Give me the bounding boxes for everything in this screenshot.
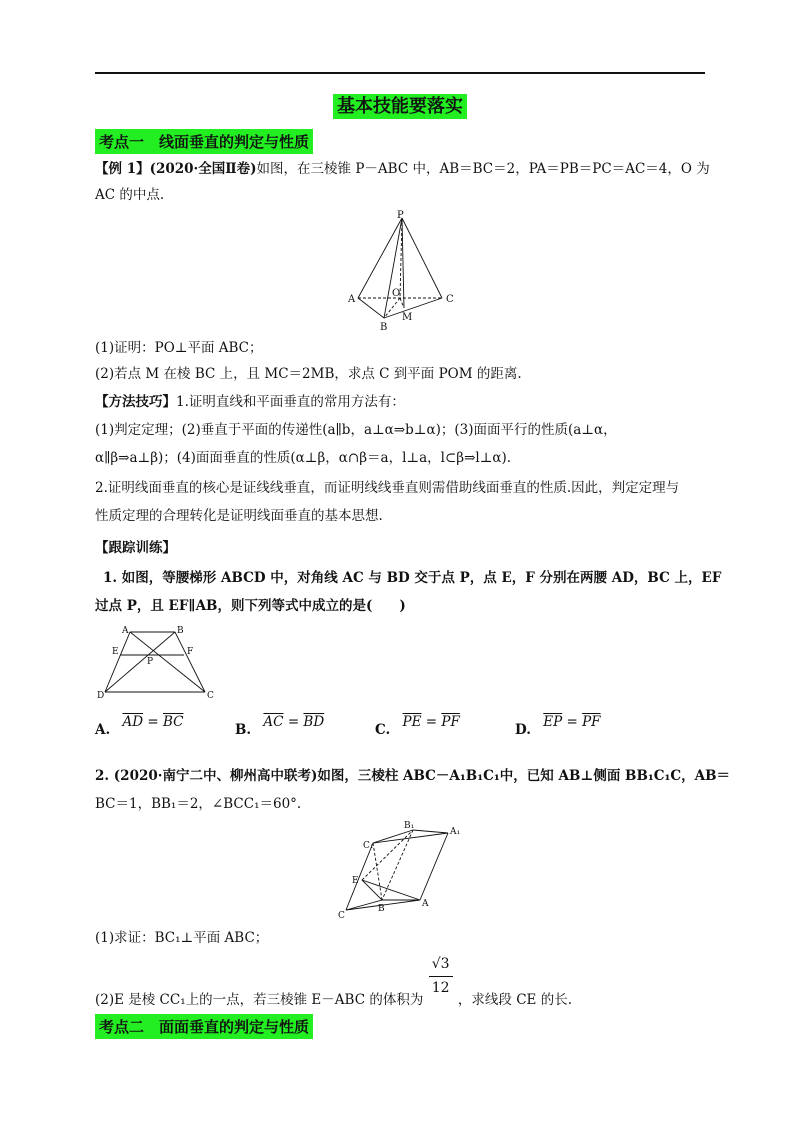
segment-EA xyxy=(362,880,420,900)
edge-PC xyxy=(402,218,442,298)
option-d-eq: = xyxy=(566,714,578,730)
label-C: C xyxy=(338,911,345,920)
section-heading-2: 考点二 面面垂直的判定与性质 xyxy=(95,1014,313,1039)
method-line4: 2.证明线面垂直的核心是证线线垂直，而证明线线垂直则需借助线面垂直的性质.因此，判定定理与 xyxy=(95,480,680,496)
label-E: E xyxy=(112,647,119,657)
option-a-eq: = xyxy=(147,714,159,730)
example1-stem-1: 如图，在三棱锥 P－ABC 中，AB＝BC＝2，PA＝PB＝PC＝AC＝4，O 为 xyxy=(256,161,710,177)
option-d-right: $\overline{PF}$ xyxy=(582,714,601,730)
edge-BC xyxy=(384,298,442,318)
label-P: P xyxy=(397,210,404,221)
page-title-wrap xyxy=(0,92,800,118)
label-B: B xyxy=(380,322,388,332)
top-rule xyxy=(95,72,705,74)
option-c-right: $\overline{PF}$ xyxy=(441,714,460,730)
option-b-label: B. xyxy=(235,722,252,738)
label-A: A xyxy=(122,626,129,636)
segment-EB1 xyxy=(362,830,413,880)
option-b-right: $\overline{BD}$ xyxy=(303,714,325,730)
example1-line2: AC 的中点. xyxy=(95,187,165,203)
example1-q2: (2)若点 M 在棱 BC 上，且 MC＝2MB，求点 C 到平面 POM 的距离. xyxy=(95,366,522,382)
practice-tag: 【跟踪训练】 xyxy=(95,540,176,556)
fraction-numerator: √3 xyxy=(431,956,450,972)
edge-C1C xyxy=(346,843,373,910)
problem1-line2: 过点 P，且 EF∥AB，则下列等式中成立的是( ) xyxy=(95,598,406,614)
prism-figure xyxy=(338,818,468,920)
example1-line1 xyxy=(95,159,710,179)
option-c-eq: = xyxy=(425,714,438,730)
problem2-text-1: 2. (2020·南宁二中、柳州高中联考)如图，三棱柱 ABC－A₁B₁C₁中，已知 AB⊥侧面 BB₁C₁C，AB＝ xyxy=(95,768,731,784)
edge-PB xyxy=(384,218,402,318)
label-B: B xyxy=(378,904,385,914)
tetrahedron-figure xyxy=(340,210,470,332)
side-BC xyxy=(175,632,205,692)
option-c[interactable] xyxy=(375,714,460,738)
problem2-line2: BC＝1，BB₁＝2，∠BCC₁＝60°. xyxy=(95,796,302,812)
edge-PA xyxy=(358,218,402,298)
label-D: D xyxy=(97,691,105,699)
edge-B1B xyxy=(382,830,413,900)
label-E: E xyxy=(352,876,359,886)
label-P: P xyxy=(147,657,154,667)
label-F: F xyxy=(187,647,194,657)
label-A1: A₁ xyxy=(450,827,461,837)
method-line5: 性质定理的合理转化是证明线面垂直的基本思想. xyxy=(95,508,383,524)
option-d-left: $\overline{EP}$ xyxy=(543,714,563,730)
method-text-1: 1.证明直线和平面垂直的常用方法有： xyxy=(176,394,405,410)
edge-C1A1 xyxy=(373,833,448,843)
side-AD xyxy=(105,632,130,692)
problem2-line1 xyxy=(95,766,730,786)
edge-A1A xyxy=(420,833,448,900)
segment-PO xyxy=(400,218,402,298)
option-b-left: $\overline{AC}$ xyxy=(263,714,284,730)
problem2-q2-text-b: ，求线段 CE 的长. xyxy=(457,992,572,1008)
label-M: M xyxy=(402,312,413,323)
fraction-denominator: 12 xyxy=(431,980,450,996)
diagonal-AC xyxy=(130,632,205,692)
option-b[interactable] xyxy=(235,714,325,738)
edge-CB xyxy=(346,900,382,910)
option-a[interactable] xyxy=(95,714,184,738)
method-line3: α∥β⇒a⊥β)；(4)面面垂直的性质(α⊥β，α∩β＝a，l⊥a，l⊂β⇒l⊥α). xyxy=(95,450,512,466)
label-B: B xyxy=(177,626,184,636)
option-c-left: $\overline{PE}$ xyxy=(402,714,422,730)
diagonal-BD xyxy=(105,632,175,692)
label-C: C xyxy=(446,294,454,305)
option-a-left: $\overline{AD}$ xyxy=(122,714,144,730)
option-d[interactable] xyxy=(515,714,601,738)
edge-B1A1 xyxy=(413,830,448,833)
edge-AB xyxy=(358,298,384,318)
problem2-q1: (1)求证：BC₁⊥平面 ABC； xyxy=(95,930,269,946)
label-C1: C₁ xyxy=(363,841,374,851)
segment-C1B xyxy=(373,843,382,900)
option-a-label: A. xyxy=(95,722,111,738)
page-title: 基本技能要落实 xyxy=(333,94,467,119)
example1-source: (2020·全国Ⅱ卷) xyxy=(149,161,257,177)
method-line1 xyxy=(95,392,405,412)
label-B1: B₁ xyxy=(404,821,415,831)
fraction-bar xyxy=(429,976,453,977)
option-b-eq: = xyxy=(287,714,300,730)
option-d-label: D. xyxy=(515,722,531,738)
option-a-right: $\overline{BC}$ xyxy=(162,714,184,730)
label-A: A xyxy=(348,294,356,305)
option-c-label: C. xyxy=(375,722,391,738)
method-tag: 【方法技巧】 xyxy=(95,394,176,410)
label-C: C xyxy=(207,691,214,699)
problem2-q2-text-a: (2)E 是棱 CC₁上的一点，若三棱锥 E－ABC 的体积为 xyxy=(95,992,424,1008)
trapezoid-figure xyxy=(95,624,220,699)
edge-PM xyxy=(402,218,404,308)
problem1-line1: 1. 如图，等腰梯形 ABCD 中，对角线 AC 与 BD 交于点 P，点 E，F 分别在两腰 AD，BC 上，EF xyxy=(103,570,722,586)
label-A: A xyxy=(422,899,429,909)
volume-fraction xyxy=(428,956,454,1004)
label-O: O xyxy=(392,288,401,299)
section-heading-1: 考点一 线面垂直的判定与性质 xyxy=(95,129,313,154)
problem2-q2 xyxy=(95,956,572,1010)
example1-tag: 【例 1】 xyxy=(95,161,150,177)
example1-q1: (1)证明：PO⊥平面 ABC； xyxy=(95,340,263,356)
method-line2: (1)判定定理；(2)垂直于平面的传递性(a∥b，a⊥α⇒b⊥α)；(3)面面平行的性质(a⊥α， xyxy=(95,422,617,438)
